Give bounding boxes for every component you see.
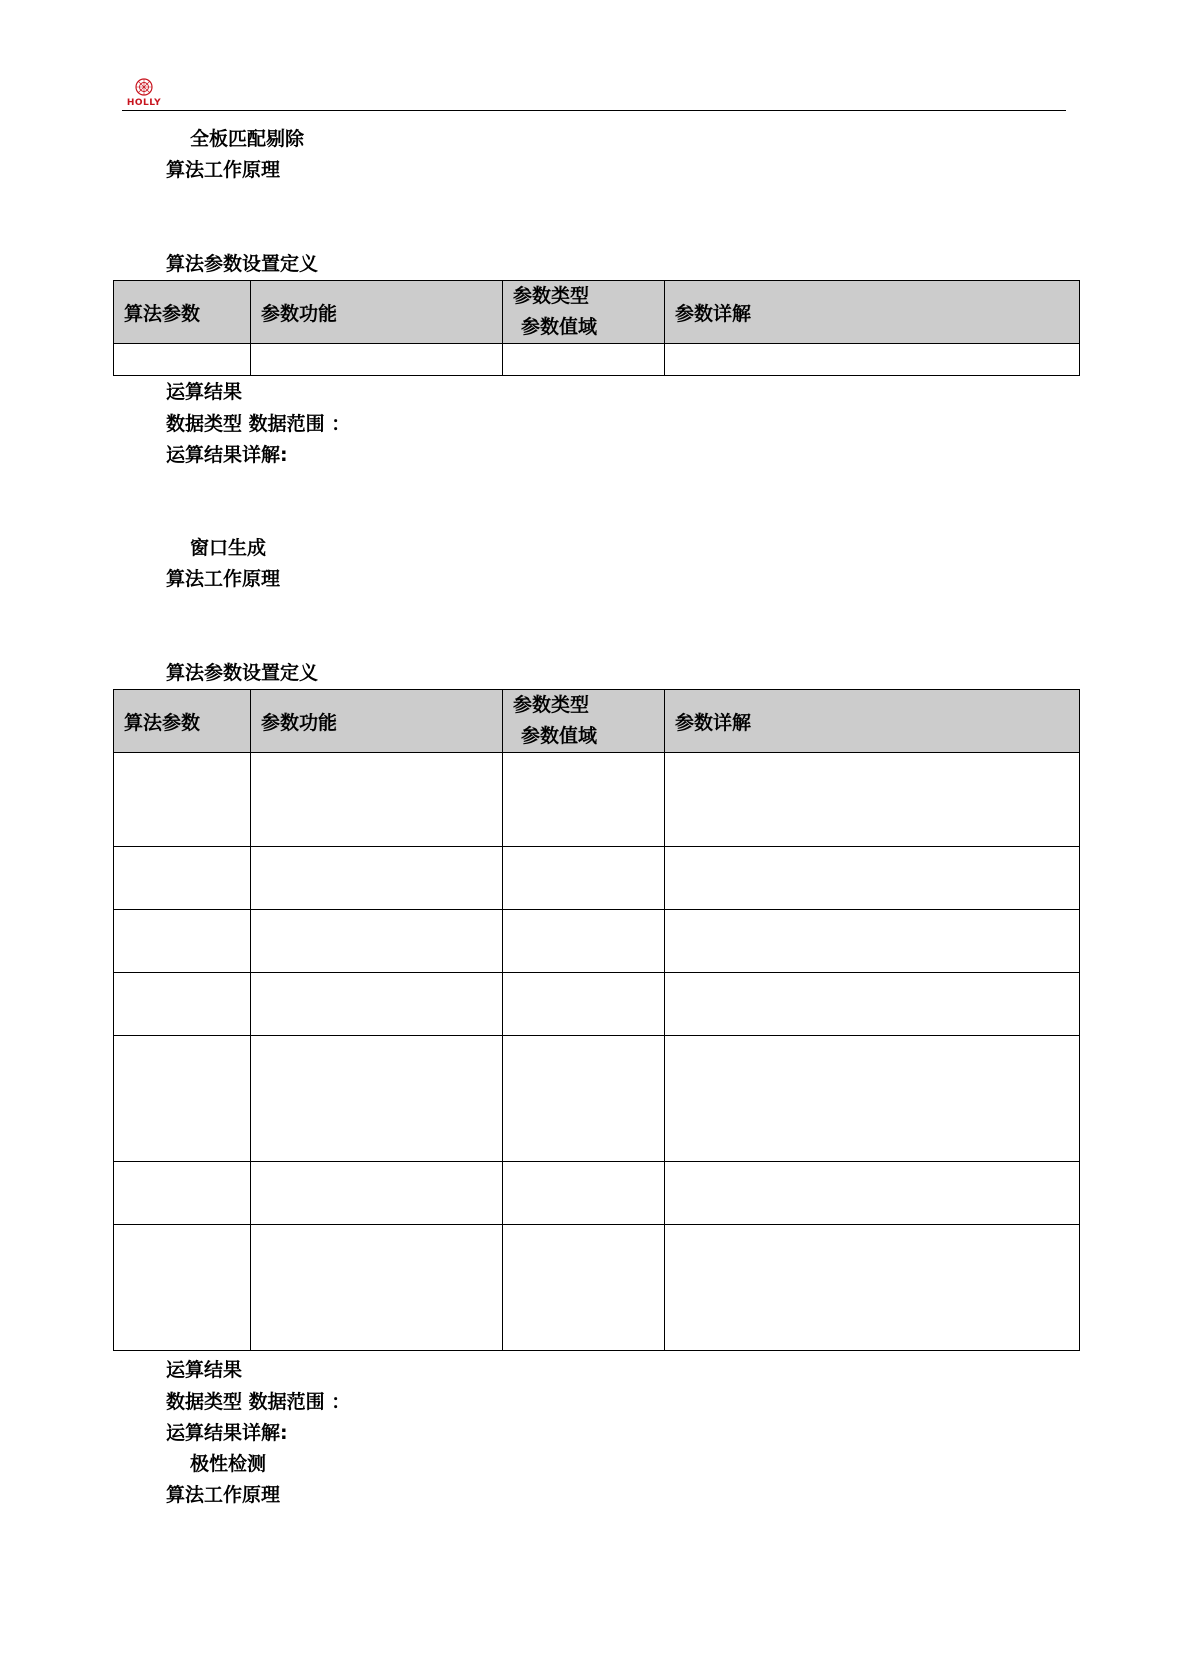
th-param: 算法参数 xyxy=(114,690,251,753)
logo-wordmark: HOLLY xyxy=(126,98,162,108)
th-type-range xyxy=(503,690,665,753)
section-1-param-table xyxy=(113,280,1080,376)
th-type: 参数类型 xyxy=(513,285,590,307)
cell-detail[interactable] xyxy=(665,847,1080,910)
cell-param[interactable] xyxy=(114,344,251,376)
logo-emblem-icon xyxy=(122,76,166,100)
th-range: 参数值域 xyxy=(521,725,598,747)
table-header-row xyxy=(114,690,1080,753)
table-row xyxy=(114,1162,1080,1225)
section-2-result-detail: 运算结果详解: xyxy=(166,1422,288,1444)
section-2-result-label: 运算结果 xyxy=(166,1359,243,1381)
holly-logo xyxy=(122,76,166,110)
cell-param[interactable] xyxy=(114,973,251,1036)
table-row xyxy=(114,847,1080,910)
cell-function[interactable] xyxy=(251,973,503,1036)
cell-type-range[interactable] xyxy=(503,1036,665,1162)
cell-type-range[interactable] xyxy=(503,1225,665,1351)
cell-param[interactable] xyxy=(114,910,251,973)
section-1-principle-label: 算法工作原理 xyxy=(166,159,281,181)
cell-param[interactable] xyxy=(114,1225,251,1351)
cell-detail[interactable] xyxy=(665,1036,1080,1162)
cell-detail[interactable] xyxy=(665,973,1080,1036)
th-detail: 参数详解 xyxy=(665,281,1080,344)
section-1-result-range: 数据类型 数据范围 ： xyxy=(166,413,351,435)
cell-function[interactable] xyxy=(251,1036,503,1162)
th-type-range xyxy=(503,281,665,344)
cell-function[interactable] xyxy=(251,847,503,910)
section-2-params-label: 算法参数设置定义 xyxy=(166,662,319,684)
th-type: 参数类型 xyxy=(513,694,590,716)
cell-detail[interactable] xyxy=(665,344,1080,376)
cell-type-range[interactable] xyxy=(503,753,665,847)
cell-type-range[interactable] xyxy=(503,1162,665,1225)
cell-function[interactable] xyxy=(251,753,503,847)
cell-type-range[interactable] xyxy=(503,344,665,376)
cell-param[interactable] xyxy=(114,1162,251,1225)
table-header-row xyxy=(114,281,1080,344)
cell-param[interactable] xyxy=(114,753,251,847)
table-row xyxy=(114,1036,1080,1162)
section-1-result-detail: 运算结果详解: xyxy=(166,444,288,466)
cell-detail[interactable] xyxy=(665,1162,1080,1225)
table-row xyxy=(114,344,1080,376)
th-range: 参数值域 xyxy=(521,316,598,338)
cell-detail[interactable] xyxy=(665,753,1080,847)
th-function: 参数功能 xyxy=(251,281,503,344)
cell-function[interactable] xyxy=(251,910,503,973)
cell-type-range[interactable] xyxy=(503,847,665,910)
cell-type-range[interactable] xyxy=(503,973,665,1036)
table-row xyxy=(114,753,1080,847)
cell-type-range[interactable] xyxy=(503,910,665,973)
section-2-title: 窗口生成 xyxy=(190,537,267,559)
cell-function[interactable] xyxy=(251,344,503,376)
th-detail: 参数详解 xyxy=(665,690,1080,753)
section-3-principle-label: 算法工作原理 xyxy=(166,1484,281,1506)
section-1-params-label: 算法参数设置定义 xyxy=(166,253,319,275)
cell-function[interactable] xyxy=(251,1225,503,1351)
th-param: 算法参数 xyxy=(114,281,251,344)
section-2-param-table xyxy=(113,689,1080,1351)
cell-function[interactable] xyxy=(251,1162,503,1225)
section-1-result-label: 运算结果 xyxy=(166,381,243,403)
th-function: 参数功能 xyxy=(251,690,503,753)
cell-param[interactable] xyxy=(114,847,251,910)
table-row xyxy=(114,910,1080,973)
section-1-title: 全板匹配剔除 xyxy=(190,128,305,150)
table-row xyxy=(114,1225,1080,1351)
section-3-title: 极性检测 xyxy=(190,1453,267,1475)
section-2-result-range: 数据类型 数据范围 ： xyxy=(166,1391,351,1413)
section-2-principle-label: 算法工作原理 xyxy=(166,568,281,590)
header-rule xyxy=(122,110,1066,111)
cell-detail[interactable] xyxy=(665,910,1080,973)
cell-param[interactable] xyxy=(114,1036,251,1162)
table-row xyxy=(114,973,1080,1036)
cell-detail[interactable] xyxy=(665,1225,1080,1351)
